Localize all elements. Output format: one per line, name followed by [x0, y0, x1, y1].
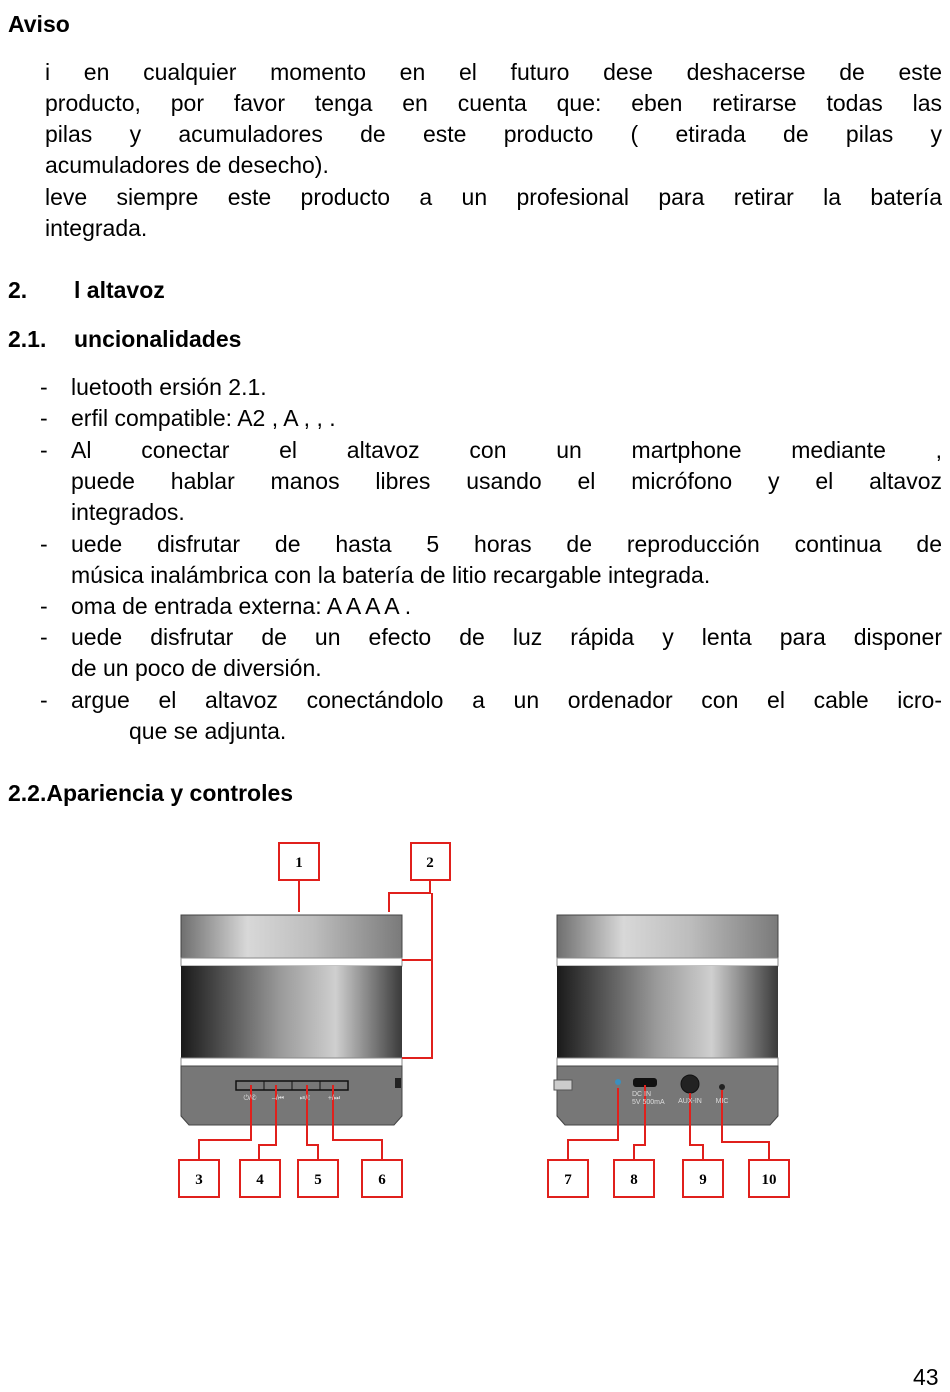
- section-2-2-title: 2.2.Apariencia y controles: [8, 780, 294, 806]
- callout-1: 1: [295, 855, 303, 871]
- bullet-dash: -: [40, 531, 48, 557]
- bullet-line: puede hablar manos libres usando el micrófono y el altavoz: [71, 468, 942, 494]
- bullet-line: de un poco de diversión.: [71, 655, 322, 681]
- aviso-line: pilas y acumuladores de este producto ( etirada de pilas y: [45, 121, 942, 147]
- callout-9: 9: [699, 1172, 707, 1188]
- section-2-1-number: 2.1.: [8, 326, 47, 352]
- aviso-line: leve siempre este producto a un profesional para retirar la batería: [45, 184, 942, 210]
- mic-label: MIC: [715, 1098, 729, 1105]
- bullet-line: argue el altavoz conectándolo a un ordenador con el cable icro-: [71, 687, 942, 713]
- callout-8: 8: [630, 1172, 638, 1188]
- dc-spec-label: 5V 500mA: [632, 1099, 665, 1106]
- page-number: 43: [913, 1364, 939, 1390]
- bullet-dash: -: [40, 624, 48, 650]
- aviso-line: i en cualquier momento en el futuro dese deshacerse de este: [45, 59, 942, 85]
- bullet-line: integrados.: [71, 499, 185, 525]
- section-2-number: 2.: [8, 277, 28, 303]
- bullet-dash: -: [40, 405, 48, 431]
- aux-in-label: AUX-IN: [678, 1098, 702, 1105]
- button-label-prev: –/⏮: [271, 1095, 285, 1102]
- aviso-line: integrada.: [45, 215, 148, 241]
- aviso-line: producto, por favor tenga en cuenta que: eben retirarse todas las: [45, 90, 942, 116]
- callout-10: 10: [761, 1172, 777, 1188]
- section-2-title: l altavoz: [74, 277, 165, 303]
- heading-aviso: Aviso: [8, 11, 70, 37]
- callout-3: 3: [195, 1172, 203, 1188]
- bullet-dash: -: [40, 437, 48, 463]
- aviso-line: acumuladores de desecho).: [45, 152, 329, 178]
- button-label-power: ⏻/✆: [243, 1095, 257, 1102]
- button-label-next: +/⏭: [327, 1095, 341, 1102]
- bullet-dash: -: [40, 374, 48, 400]
- bullet-line: Al conectar el altavoz con un martphone mediante ,: [71, 437, 942, 463]
- callout-5: 5: [314, 1172, 322, 1188]
- speaker-back: [554, 915, 778, 1125]
- speaker-front: [181, 915, 402, 1125]
- bullet-line: luetooth ersión 2.1.: [71, 374, 267, 400]
- bullet-line: erfil compatible: A2 , A , , .: [71, 405, 336, 431]
- callout-4: 4: [256, 1172, 264, 1188]
- bullet-line: uede disfrutar de un efecto de luz rápida y lenta para disponer: [71, 624, 942, 650]
- section-2-1-title: uncionalidades: [74, 326, 242, 352]
- button-label-play: ⏯/☾: [299, 1095, 313, 1102]
- bullet-line: música inalámbrica con la batería de litio recargable integrada.: [71, 562, 711, 588]
- callout-7: 7: [564, 1172, 572, 1188]
- callout-2: 2: [426, 855, 434, 871]
- bullet-dash: -: [40, 593, 48, 619]
- bullet-line: uede disfrutar de hasta 5 horas de reproducción continua de: [71, 531, 942, 557]
- bullet-line: oma de entrada externa: A A A A .: [71, 593, 412, 619]
- bullet-line: que se adjunta.: [129, 718, 287, 744]
- callout-6: 6: [378, 1172, 386, 1188]
- dc-in-label: DC IN: [632, 1091, 652, 1098]
- bullet-dash: -: [40, 687, 48, 713]
